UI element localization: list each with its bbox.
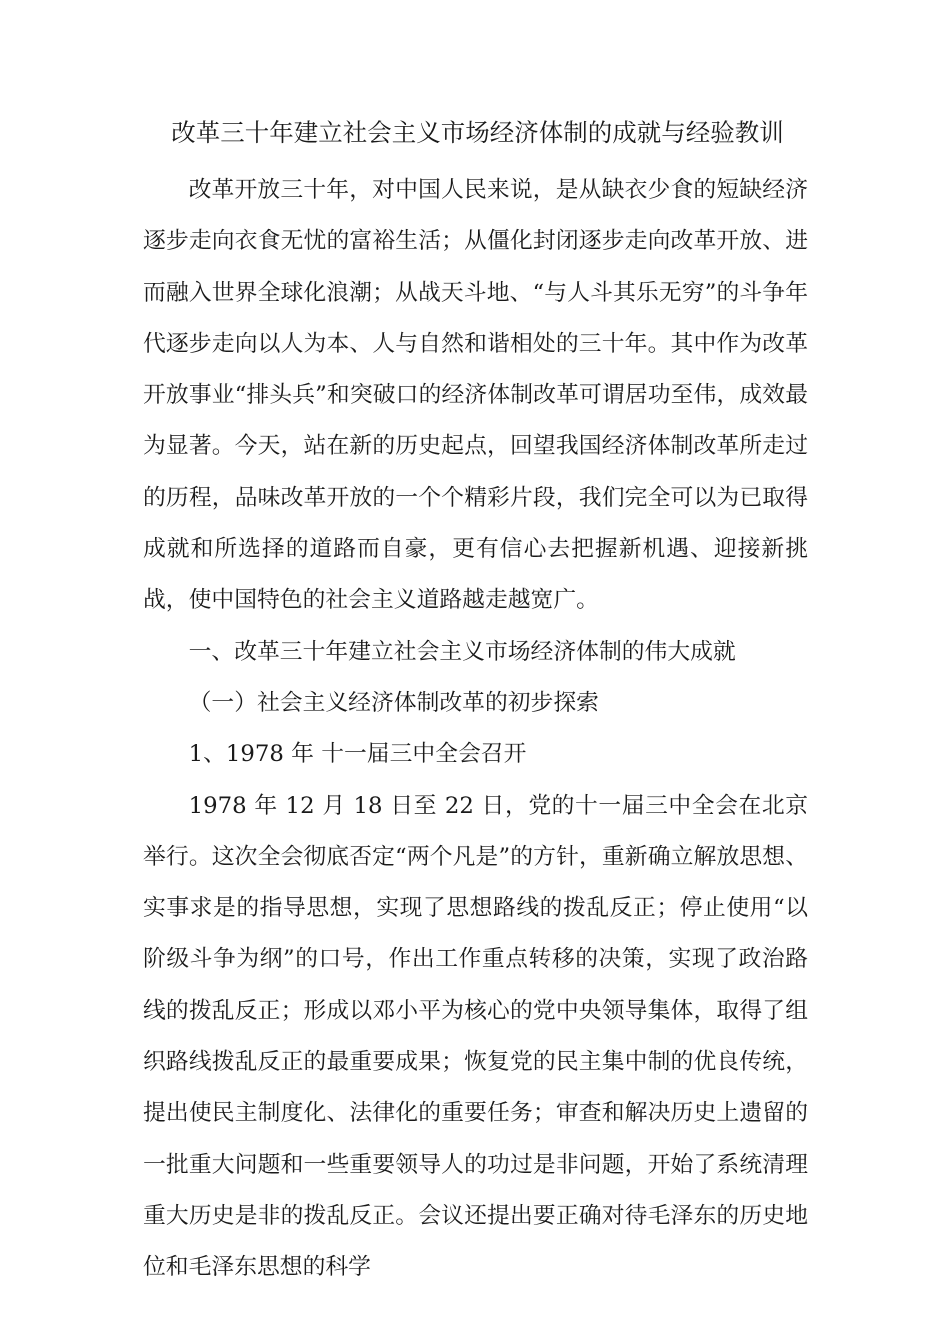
intro-paragraph: 改革开放三十年，对中国人民来说，是从缺衣少食的短缺经济逐步走向衣食无忧的富裕生活；从僵化封闭逐步走向改革开放、进而融入世界全球化浪潮；从战天斗地、“与人斗其乐无穷”的斗争年代逐步走向以人为本、人与自然和谐相处的三十年。其中作为改革开放事业“排头兵”和突破口的经济体制改革可谓居功至伟，成效最为显著。今天，站在新的历史起点，回望我国经济体制改革所走过的历程，品味改革开放的一个个精彩片段，我们完全可以为已取得成就和所选择的道路而自豪，更有信心去把握新机遇、迎接新挑战，使中国特色的社会主义道路越走越宽广。 [143, 177, 808, 614]
item-heading: 1、1978 年 十一届三中全会召开 [188, 741, 527, 768]
section-heading: 一、改革三十年建立社会主义市场经济体制的伟大成就 [188, 638, 736, 665]
subsection-heading: （一）社会主义经济体制改革的初步探索 [188, 689, 599, 716]
item-paragraph: 1978 年 12 月 18 日至 22 日，党的十一届三中全会在北京举行。这次全会彻底否定“两个凡是”的方针，重新确立解放思想、实事求是的指导思想，实现了思想路线的拨乱反正；停止使用“以阶级斗争为纲”的口号，作出工作重点转移的决策，实现了政治路线的拨乱反正；形成以邓小平为核心的党中央领导集体，取得了组织路线拨乱反正的最重要成果；恢复党的民主集中制的优良传统，提出使民主制度化、法律化的重要任务；审查和解决历史上遗留的一批重大问题和一些重要领导人的功过是非问题，开始了系统清理重大历史是非的拨乱反正。会议还提出要正确对待毛泽东的历史地位和毛泽东思想的科学 [143, 792, 808, 1281]
document-body [143, 165, 808, 1294]
document-title: 改革三十年建立社会主义市场经济体制的成就与经验教训 [171, 118, 784, 147]
